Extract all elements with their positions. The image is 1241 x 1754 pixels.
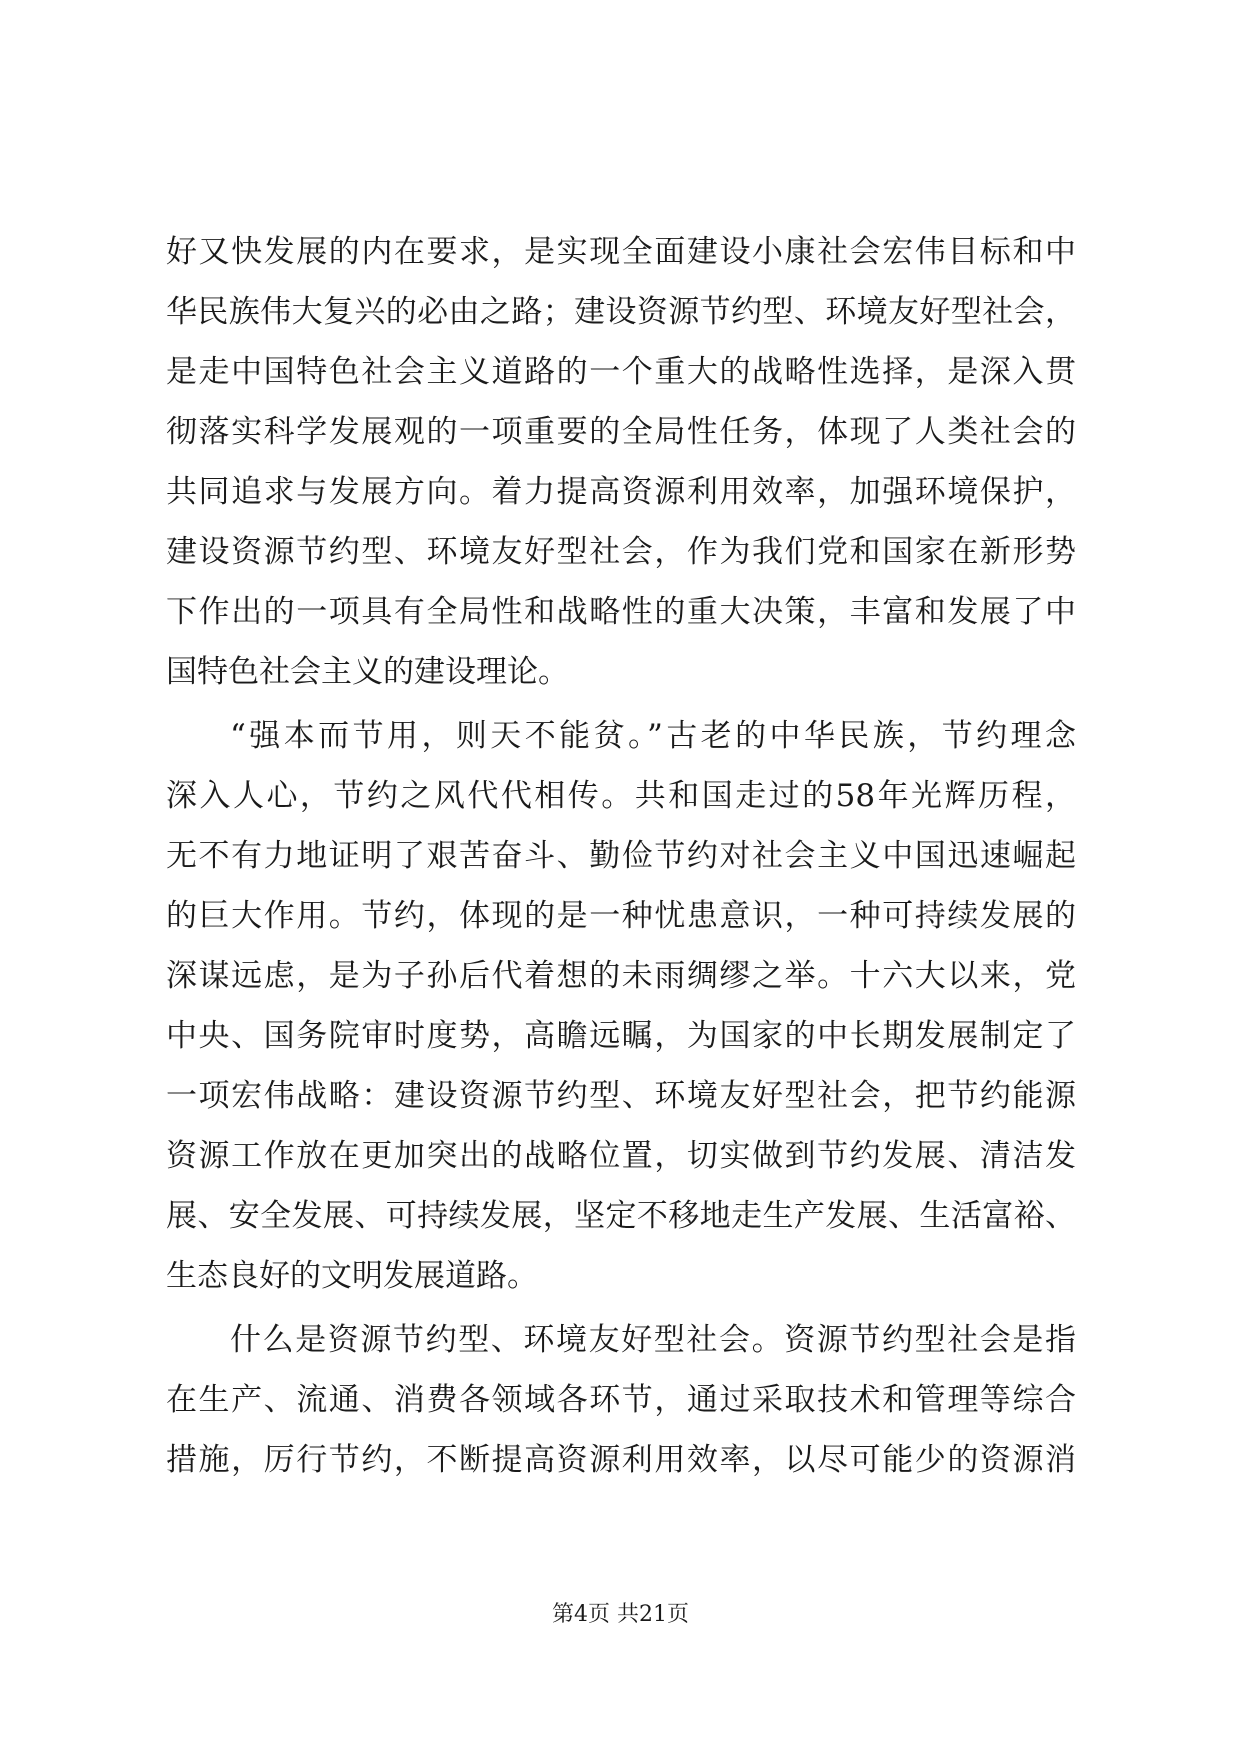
body-text-line: 建设资源节约型、环境友好型社会，作为我们党和国家在新形势 [166,534,1076,570]
body-text-line: 彻落实科学发展观的一项重要的全局性任务，体现了人类社会的 [166,414,1076,450]
body-text-line: 华民族伟大复兴的必由之路；建设资源节约型、环境友好型社会， [166,294,1076,330]
paragraph-first-line: 什么是资源节约型、环境友好型社会。资源节约型社会是指 [230,1322,1076,1358]
body-text-line: 深入人心，节约之风代代相传。共和国走过的58年光辉历程， [166,778,1076,814]
paragraph-first-line: “强本而节用，则天不能贫。”古老的中华民族，节约理念 [230,718,1076,754]
body-text-line: 一项宏伟战略：建设资源节约型、环境友好型社会，把节约能源 [166,1078,1076,1114]
body-text-line: 深谋远虑，是为子孙后代着想的未雨绸缪之举。十六大以来，党 [166,958,1076,994]
body-text-line: 资源工作放在更加突出的战略位置，切实做到节约发展、清洁发 [166,1138,1076,1174]
body-text-line: 是走中国特色社会主义道路的一个重大的战略性选择，是深入贯 [166,354,1076,390]
body-text-line: 共同追求与发展方向。着力提高资源利用效率，加强环境保护， [166,474,1076,510]
body-text-line: 中央、国务院审时度势，高瞻远瞩，为国家的中长期发展制定了 [166,1018,1076,1054]
body-text-line: 的巨大作用。节约，体现的是一种忧患意识，一种可持续发展的 [166,898,1076,934]
body-text-line: 下作出的一项具有全局性和战略性的重大决策，丰富和发展了中 [166,594,1076,630]
body-text-line: 措施，厉行节约，不断提高资源利用效率，以尽可能少的资源消 [166,1442,1076,1478]
page-number-footer: 第4页 共21页 [552,1602,689,1627]
body-text-line: 好又快发展的内在要求，是实现全面建设小康社会宏伟目标和中 [166,234,1076,270]
body-text-line: 无不有力地证明了艰苦奋斗、勤俭节约对社会主义中国迅速崛起 [166,838,1076,874]
body-text-line: 展、安全发展、可持续发展，坚定不移地走生产发展、生活富裕、 [166,1198,1076,1234]
body-text-line: 国特色社会主义的建设理论。 [166,654,569,690]
body-text-line: 生态良好的文明发展道路。 [166,1258,538,1294]
body-text-line: 在生产、流通、消费各领域各环节，通过采取技术和管理等综合 [166,1382,1076,1418]
